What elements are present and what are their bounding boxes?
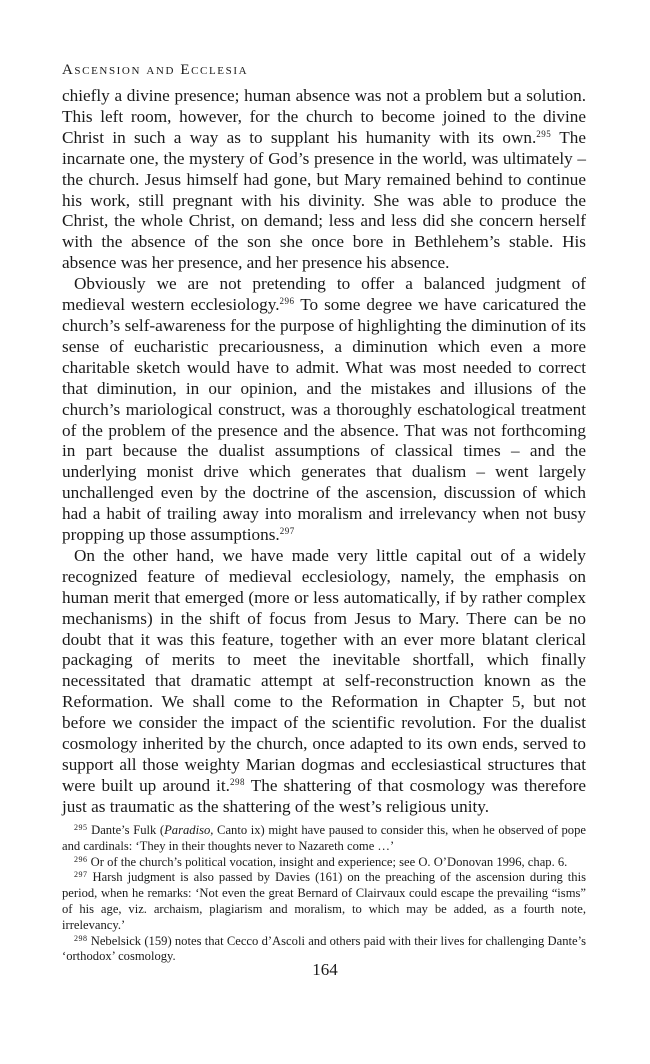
footnote-ref: 296 (279, 296, 295, 307)
paragraph (62, 274, 586, 546)
text-run: chiefly a divine presence; human absence was not a problem but a solution. This left room, however, for the church to become joined to the divine Christ in such a way as to supplant his humanity with its own. (62, 86, 586, 147)
body-text (62, 86, 586, 818)
paragraph (62, 546, 586, 818)
page-content (62, 60, 586, 818)
footnote-ref: 298 (229, 776, 245, 787)
footnote-ref: 295 (536, 128, 552, 139)
footnote (62, 870, 586, 933)
text-run: Or of the church’s political vocation, insight and experience; see O. O’Donovan 1996, chap. 6. (87, 854, 568, 869)
footnote-ref: 298 (74, 933, 88, 943)
text-run: Harsh judgment is also passed by Davies (161) on the preaching of the ascension during this period, when he remarks: ‘Not even the great Bernard of Clairvaux could escape the prevailing “isms” of his age, viz. archaism, plagiarism and moralism, to which may be added, as a fourth note, irrelevancy.’ (62, 870, 586, 932)
running-head: Ascension and Ecclesia (62, 62, 249, 78)
footnotes (62, 823, 586, 965)
footnote-ref: 297 (279, 526, 295, 537)
footnote-ref: 297 (74, 870, 88, 880)
text-run: The incarnate one, the mystery of God’s presence in the world, was ultimately – the church. Jesus himself had gone, but Mary remained behind to continue his work, still pregnant with his divinity. She was able to produce the Christ, the whole Christ, on demand; less and less did she concern herself with the absence of the son she once bore in Bethlehem’s stable. His absence was her presence, and her presence his absence. (62, 127, 586, 273)
text-run: Nebelsick (159) notes that Cecco d’Ascoli and others paid with their lives for challenging Dante’s ‘orthodox’ cosmology. (62, 933, 586, 964)
text-run: Obviously we are not pretending to offer a balanced judgment of medieval western ecclesiology. (62, 274, 586, 315)
text-run: To some degree we have caricatured the church’s self-awareness for the purpose of highlighting the diminution of its sense of eucharistic precariousness, a diminution which even a more charitable sketch would have to admit. What was most needed to correct that diminution, in our opinion, and the mistakes and illusions of the church’s mariological construct, was a thoroughly eschatological treatment of the problem of the presence and the absence. That was not forthcoming in part because the dualist assumptions of classical times – and the underlying monist drive which generates that dualism – went largely unchallenged even by the doctrine of the ascension, discussion of which had a habit of trailing away into moralism and irrelevancy when not busy propping up those assumptions. (62, 295, 586, 545)
footnote (62, 855, 586, 871)
text-run: Dante’s Fulk ( (87, 823, 165, 837)
italic-text: Paradiso, (164, 823, 214, 837)
footnote-ref: 296 (74, 854, 88, 864)
text-run: On the other hand, we have made very little capital out of a widely recognized feature of medieval ecclesiology, namely, the emphasis on human merit that emerged (more or less automatically, if by rather complex mechanisms) in the shift of focus from Jesus to Mary. There can be no doubt that it was this feature, together with an ever more blatant clerical packaging of merits to meet the inevitable shortfall, which finally necessitated that dramatic attempt at self-reconstruction known as the Reformation. We shall come to the Reformation in Chapter 5, but not before we consider the impact of the scientific revolution. For the dualist cosmology inherited by the church, once adapted to its own ends, served to support all those weighty Marian dogmas and ecclesiastical structures that were built up around it. (62, 545, 586, 795)
paragraph (62, 86, 586, 274)
text-run: Canto ix) might have paused to consider this, when he observed of pope and cardinals: ‘They in their thoughts never to Nazareth come …’ (62, 823, 586, 853)
footnote (62, 823, 586, 855)
footnote-ref: 295 (74, 823, 88, 832)
text-run: The shattering of that cosmology was therefore just as traumatic as the shattering of the west’s religious unity. (62, 775, 586, 816)
page-number: 164 (312, 960, 338, 979)
